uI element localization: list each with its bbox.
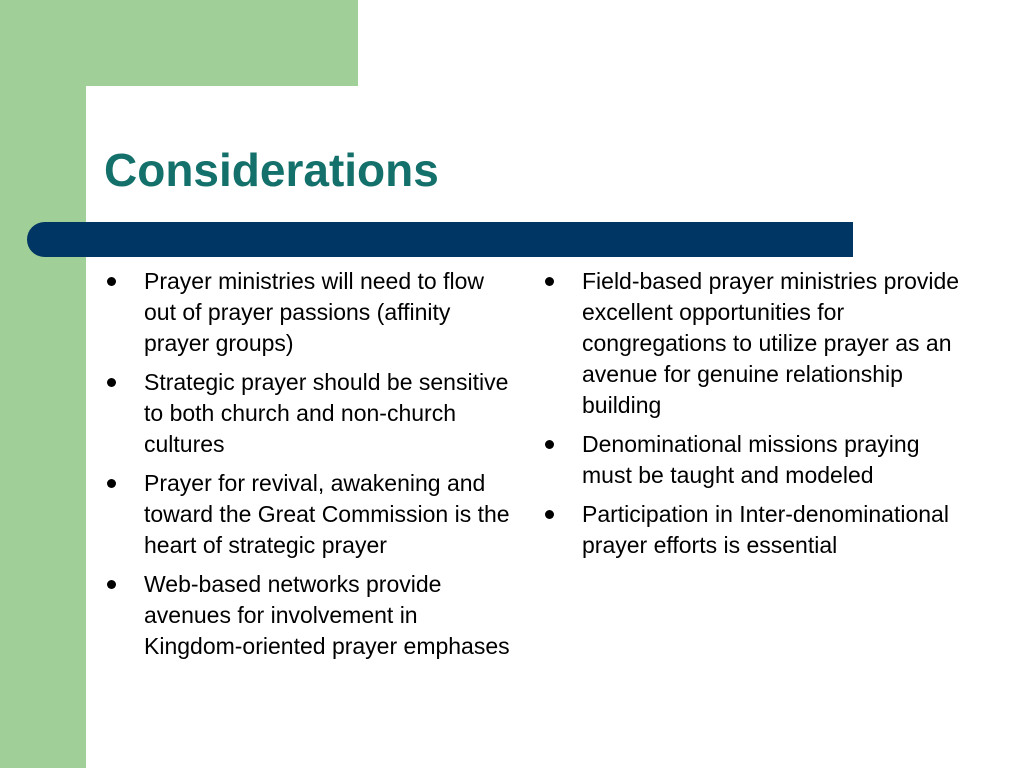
bullet-text: Prayer for revival, awakening and toward the Great Commission is the heart of strategic prayer [144, 470, 510, 558]
bullet-text: Field-based prayer ministries provide excellent opportunities for congregations to utilize prayer as an avenue for genuine relationship building [582, 268, 960, 418]
bullet-dot-icon [107, 378, 116, 387]
bullet-item [542, 499, 962, 561]
bullet-dot-icon [107, 277, 116, 286]
bullet-text: Prayer ministries will need to flow out of prayer passions (affinity prayer groups) [144, 268, 485, 356]
bullet-text: Web-based networks provide avenues for involvement in Kingdom-oriented prayer emphases [144, 571, 510, 659]
bullet-dot-icon [545, 440, 554, 449]
green-side-band [0, 0, 86, 768]
right-bullet-list [542, 266, 962, 569]
bullet-dot-icon [107, 580, 116, 589]
bullet-text: Denominational missions praying must be taught and modeled [582, 431, 920, 488]
bullet-dot-icon [107, 479, 116, 488]
green-top-block [86, 0, 358, 86]
bullet-item [104, 569, 518, 662]
bullet-item [104, 468, 518, 561]
title-underline-bar [27, 222, 853, 257]
bullet-item [104, 367, 518, 460]
bullet-item [542, 429, 962, 491]
bullet-text: Participation in Inter-denominational prayer efforts is essential [582, 501, 949, 558]
slide-title: Considerations [104, 144, 439, 196]
left-bullet-list [104, 266, 518, 670]
bullet-dot-icon [545, 277, 554, 286]
bullet-text: Strategic prayer should be sensitive to both church and non-church cultures [144, 369, 509, 457]
bullet-dot-icon [545, 510, 554, 519]
bullet-item [542, 266, 962, 421]
bullet-item [104, 266, 518, 359]
